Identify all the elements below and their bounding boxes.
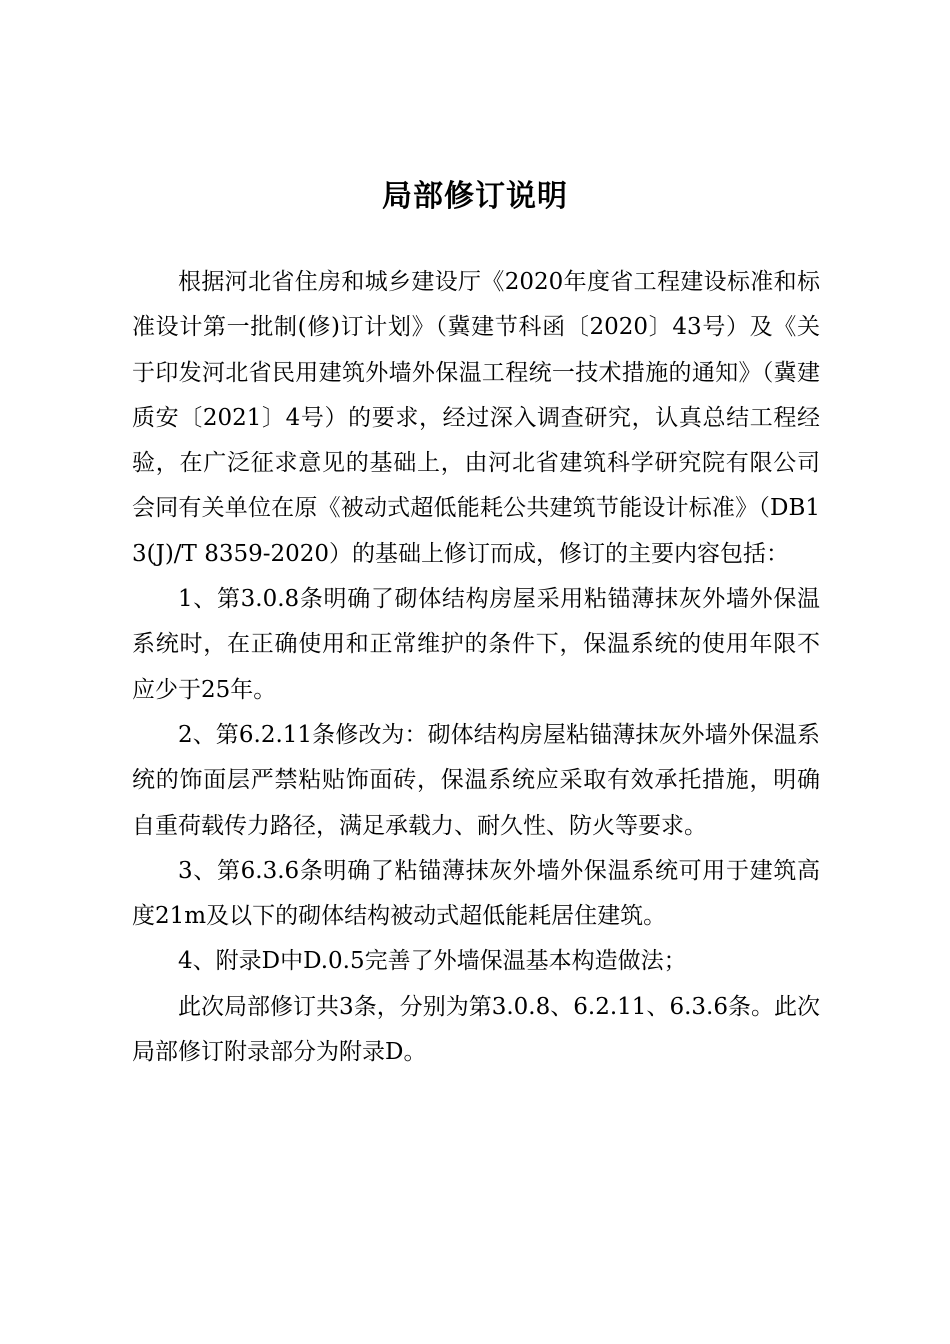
paragraph-summary: 此次局部修订共3条，分别为第3.0.8、6.2.11、6.3.6条。此次局部修订附录部分为附录D。: [132, 993, 820, 1066]
paragraph-item-2: 2、第6.2.11条修改为：砌体结构房屋粘锚薄抹灰外墙外保温系统的饰面层严禁粘贴饰面砖，保温系统应采取有效承托措施，明确自重荷载传力路径，满足承载力、耐久性、防火等要求。: [132, 721, 820, 839]
page-title: 局部修订说明: [382, 179, 568, 214]
paragraph-intro: 根据河北省住房和城乡建设厅《2020年度省工程建设标准和标准设计第一批制(修)订计划》（冀建节科函〔2020〕43号）及《关于印发河北省民用建筑外墙外保温工程统一技术措施的通知》（冀建质安〔2021〕4号）的要求，经过深入调查研究，认真总结工程经验，在广泛征求意见的基础上，由河北省建筑科学研究院有限公司会同有关单位在原《被动式超低能耗公共建筑节能设计标准》（DB13(J)/T 8359-2020）的基础上修订而成，修订的主要内容包括：: [132, 269, 820, 567]
paragraph-item-1: 1、第3.0.8条明确了砌体结构房屋采用粘锚薄抹灰外墙外保温系统时，在正确使用和正常维护的条件下，保温系统的使用年限不应少于25年。: [132, 586, 820, 703]
paragraph-item-3: 3、第6.3.6条明确了粘锚薄抹灰外墙外保温系统可用于建筑高度21m及以下的砌体结构被动式超低能耗居住建筑。: [132, 857, 820, 930]
paragraph-item-4: 4、附录D中D.0.5完善了外墙保温基本构造做法；: [178, 948, 687, 975]
document-body: [132, 260, 820, 1075]
